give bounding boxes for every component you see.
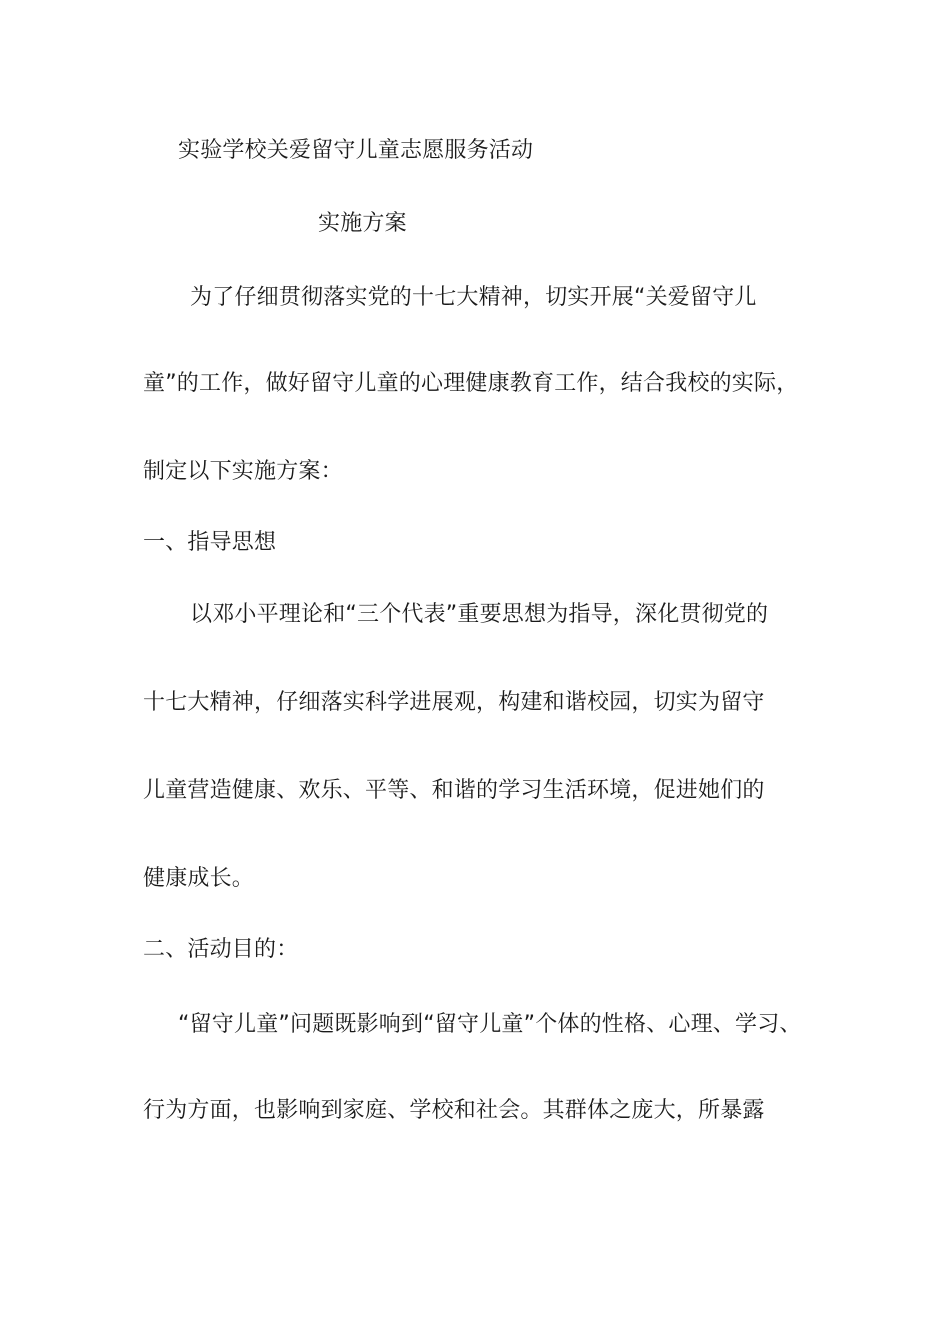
paragraph-line: 健康成长。 — [143, 866, 255, 891]
paragraph-line: 童”的工作，做好留守儿童的心理健康教育工作，结合我校的实际， — [143, 371, 799, 396]
paragraph-line: 行为方面，也影响到家庭、学校和社会。其群体之庞大，所暴露 — [143, 1098, 765, 1123]
paragraph-line: 制定以下实施方案： — [143, 459, 343, 484]
section-heading: 二、活动目的： — [143, 937, 299, 962]
paragraph-line: 儿童营造健康、欢乐、平等、和谐的学习生活环境，促进她们的 — [143, 778, 765, 803]
paragraph-line: “留守儿童”问题既影响到“留守儿童”个体的性格、心理、学习、 — [178, 1012, 802, 1037]
paragraph-line: 以邓小平理论和“三个代表”重要思想为指导，深化贯彻党的 — [190, 602, 769, 627]
section-heading: 一、指导思想 — [143, 530, 277, 555]
paragraph-line: 十七大精神，仔细落实科学进展观，构建和谐校园，切实为留守 — [143, 690, 765, 715]
document-title: 实验学校关爱留守儿童志愿服务活动 — [178, 138, 534, 163]
paragraph-line: 为了仔细贯彻落实党的十七大精神，切实开展“关爱留守儿 — [190, 285, 757, 310]
document-subtitle: 实施方案 — [318, 211, 407, 236]
